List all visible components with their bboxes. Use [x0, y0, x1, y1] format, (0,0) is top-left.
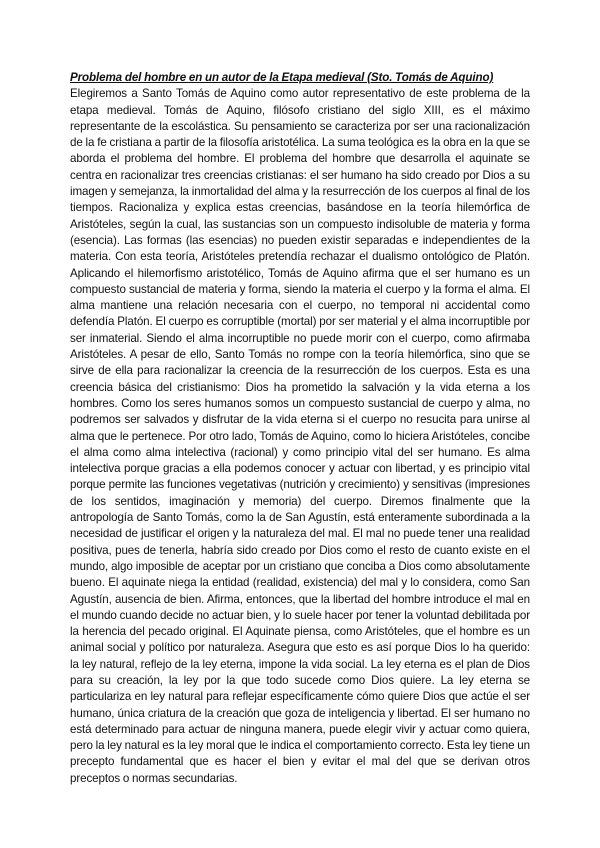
document-title: Problema del hombre en un autor de la Etapa medieval (Sto. Tomás de Aquino) [70, 71, 494, 84]
document-body-paragraph: Elegiremos a Santo Tomás de Aquino como autor representativo de este problema de la etapa medieval. Tomás de Aquino, filósofo cristiano del siglo XIII, es el máximo representante de la escolástica. Su pensamiento se caracteriza por ser una racionalización de la fe cristiana a partir de la filosofía aristotélica. La suma teológica es la obra en la que se aborda el problema del hombre. El problema del hombre que desarrolla el aquinate se centra en racionalizar tres creencias cristianas: el ser humano ha sido creado por Dios a su imagen y semejanza, la inmortalidad del alma y la resurrección de los cuerpos al final de los tiempos. Racionaliza y explica estas creencias, basándose en la teoría hilemórfica de Aristóteles, según la cual, las sustancias son un compuesto indisoluble de materia y forma (esencia). Las formas (las esencias) no pueden existir separadas e independientes de la materia. Con esta teoría, Aristóteles pretendía rechazar el dualismo ontológico de Platón. Aplicando el hilemorfismo aristotélico, Tomás de Aquino afirma que el ser humano es un compuesto sustancial de materia y forma, siendo la materia el cuerpo y la forma el alma. El alma mantiene una relación necesaria con el cuerpo, no temporal ni accidental como defendía Platón. El cuerpo es corruptible (mortal) por ser material y el alma incorruptible por ser inmaterial. Siendo el alma incorruptible no puede morir con el cuerpo, como afirmaba Aristóteles. A pesar de ello, Santo Tomás no rompe con la teoría hilemórfica, sino que se sirve de ella para racionalizar la creencia de la resurrección de los cuerpos. Esta es una creencia básica del cristianismo: Dios ha prometido la salvación y la vida eterna a los hombres. Como los seres humanos somos un compuesto sustancial de cuerpo y alma, no podremos ser salvados y disfrutar de la vida eterna si el cuerpo no resucita para unirse al alma que le pertenece. Por otro lado, Tomás de Aquino, como lo hiciera Aristóteles, concibe el alma como alma intelectiva (racional) y como principio vital del ser humano. Es alma intelectiva porque gracias a ella podemos conocer y actuar con libertad, y es principio vital porque permite las funciones vegetativas (nutrición y crecimiento) y sensitivas (impresiones de los sentidos, imaginación y memoria) del cuerpo. Diremos finalmente que la antropología de Santo Tomás, como la de San Agustín, está enteramente subordinada a la necesidad de justificar el origen y la naturaleza del mal. El mal no puede tener una realidad positiva, pues de tenerla, habría sido creado por Dios como el resto de cuanto existe en el mundo, algo imposible de aceptar por un cristiano que conciba a Dios como absolutamente bueno. El aquinate niega la entidad (realidad, existencia) del mal y lo considera, como San Agustín, ausencia de bien. Afirma, entonces, que la libertad del hombre introduce el mal en el mundo cuando decide no actuar bien, y lo suele hacer por tener la voluntad debilitada por la herencia del pecado original. El Aquinate piensa, como Aristóteles, que el hombre es un animal social y político por naturaleza. Asegura que esto es así porque Dios lo ha querido: la ley natural, reflejo de la ley eterna, impone la vida social. La ley eterna es el plan de Dios para su creación, la ley por la que todo sucede como Dios quiere. La ley eterna se particulariza en ley natural para reflejar específicamente cómo quiere Dios que actúe el ser humano, única criatura de la creación que goza de inteligencia y libertad. El ser humano no está determinado para actuar de ninguna manera, puede elegir vivir y actuar como quiera, pero la ley natural es la ley moral que le indica el comportamiento correcto. Esta ley tiene un precepto fundamental que es hacer el bien y evitar el mal del que se derivan otros preceptos o normas secundarias. [70, 87, 530, 785]
document-page [70, 70, 530, 787]
